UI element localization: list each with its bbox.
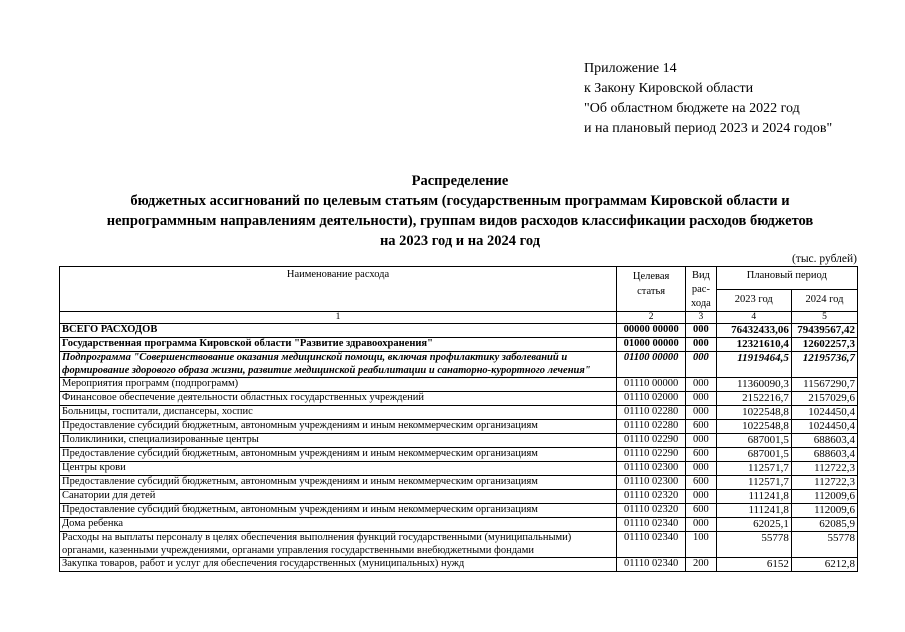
row-kind: 600 [686, 476, 716, 490]
table-row [60, 462, 858, 476]
row-kind: 000 [686, 462, 716, 476]
table-row [60, 532, 858, 558]
row-kind: 000 [686, 352, 716, 378]
row-value-2024: 62085,9 [791, 518, 857, 532]
header-code [617, 267, 686, 312]
appendix-line: Приложение 14 [584, 61, 677, 76]
title-line: непрограммным направлениям деятельности), группам видов расходов классификации расходов бюджетов [106, 213, 814, 229]
row-value-2024: 1024450,4 [791, 420, 857, 434]
row-value-2024: 688603,4 [791, 448, 857, 462]
table-row [60, 434, 858, 448]
table-row [60, 518, 858, 532]
row-kind: 600 [686, 448, 716, 462]
row-kind: 000 [686, 518, 716, 532]
index-row [60, 312, 858, 324]
row-value-2023: 112571,7 [716, 476, 791, 490]
title-line: на 2023 год и на 2024 год [379, 233, 541, 249]
title-line: Распределение [411, 173, 509, 189]
row-name: Предоставление субсидий бюджетным, автономным учреждениям и иным некоммерческим организациям [60, 448, 617, 462]
index-cell: 2 [617, 312, 686, 324]
row-value-2023: 687001,5 [716, 434, 791, 448]
row-name: Предоставление субсидий бюджетным, автономным учреждениям и иным некоммерческим организациям [60, 476, 617, 490]
row-name: Предоставление субсидий бюджетным, автономным учреждениям и иным некоммерческим организациям [60, 504, 617, 518]
table-row [60, 352, 858, 378]
appendix-line: к Закону Кировской области [584, 81, 754, 96]
appendix-line: и на плановый период 2023 и 2024 годов" [584, 121, 833, 136]
row-kind: 600 [686, 420, 716, 434]
row-name: Расходы на выплаты персоналу в целях обеспечения выполнения функций государственными (муниципальными) органами, казенными учреждениями, органами управления государственными внебюджетными фондами [60, 532, 617, 558]
appendix-line: "Об областном бюджете на 2022 год [584, 101, 800, 116]
row-code: 01110 02320 [617, 490, 686, 504]
header-code-line: Целевая [632, 271, 670, 282]
row-name: Подпрограмма "Совершенствование оказания медицинской помощи, включая профилактику заболеваний и формирование здорового образа жизни, развитие медицинской реабилитации и санаторно-курортного лечения" [60, 352, 617, 378]
row-value-2024: 112722,3 [791, 476, 857, 490]
row-code: 01110 00000 [617, 378, 686, 392]
row-value-2024: 112722,3 [791, 462, 857, 476]
row-value-2024: 79439567,42 [791, 324, 857, 338]
row-kind: 000 [686, 338, 716, 352]
row-value-2024: 12602257,3 [791, 338, 857, 352]
row-name: Предоставление субсидий бюджетным, автономным учреждениям и иным некоммерческим организациям [60, 420, 617, 434]
row-value-2024: 6212,8 [791, 558, 857, 572]
row-code: 01110 02340 [617, 518, 686, 532]
row-code: 01110 02340 [617, 558, 686, 572]
row-code: 01110 02320 [617, 504, 686, 518]
row-name: Больницы, госпитали, диспансеры, хоспис [60, 406, 617, 420]
row-name: Поликлиники, специализированные центры [60, 434, 617, 448]
row-value-2023: 62025,1 [716, 518, 791, 532]
table-row [60, 406, 858, 420]
index-cell: 4 [716, 312, 791, 324]
row-code: 01100 00000 [617, 352, 686, 378]
table-row [60, 448, 858, 462]
row-code: 01110 02300 [617, 462, 686, 476]
row-kind: 100 [686, 532, 716, 558]
document-title [60, 171, 860, 251]
table-row [60, 504, 858, 518]
row-value-2023: 11360090,3 [716, 378, 791, 392]
row-code: 01110 02300 [617, 476, 686, 490]
row-value-2023: 6152 [716, 558, 791, 572]
units-label: (тыс. рублей) [791, 253, 857, 265]
row-value-2023: 111241,8 [716, 490, 791, 504]
row-code: 00000 00000 [617, 324, 686, 338]
row-value-2024: 11567290,7 [791, 378, 857, 392]
appendix-note [584, 59, 832, 139]
row-value-2024: 1024450,4 [791, 406, 857, 420]
header-kind-line: хода [691, 298, 711, 309]
row-value-2024: 55778 [791, 532, 857, 558]
row-code: 01110 02000 [617, 392, 686, 406]
row-name: Государственная программа Кировской области "Развитие здравоохранения" [60, 338, 617, 352]
budget-table [59, 266, 858, 572]
row-name: Мероприятия программ (подпрограмм) [60, 378, 617, 392]
header-code-line: статья [637, 286, 666, 297]
row-kind: 600 [686, 504, 716, 518]
row-kind: 000 [686, 434, 716, 448]
row-kind: 000 [686, 324, 716, 338]
row-value-2023: 12321610,4 [716, 338, 791, 352]
row-value-2024: 112009,6 [791, 504, 857, 518]
table-row [60, 476, 858, 490]
index-cell: 5 [791, 312, 857, 324]
row-name: Финансовое обеспечение деятельности областных государственных учреждений [60, 392, 617, 406]
row-kind: 000 [686, 378, 716, 392]
title-line: бюджетных ассигнований по целевым статьям (государственным программам Кировской области и [130, 193, 790, 209]
row-value-2023: 55778 [716, 532, 791, 558]
table-row [60, 378, 858, 392]
table-body [60, 324, 858, 572]
table-row [60, 392, 858, 406]
row-code: 01110 02280 [617, 406, 686, 420]
row-name: Санатории для детей [60, 490, 617, 504]
row-name: Центры крови [60, 462, 617, 476]
row-value-2024: 688603,4 [791, 434, 857, 448]
header-kind [686, 267, 716, 312]
header-kind-line: Вид [691, 270, 710, 281]
header-2024: 2024 год [791, 289, 857, 312]
row-value-2024: 112009,6 [791, 490, 857, 504]
row-value-2023: 112571,7 [716, 462, 791, 476]
row-value-2023: 76432433,06 [716, 324, 791, 338]
row-kind: 000 [686, 392, 716, 406]
row-code: 01110 02290 [617, 448, 686, 462]
index-cell: 3 [686, 312, 716, 324]
row-code: 01110 02280 [617, 420, 686, 434]
header-period: Плановый период [716, 267, 857, 290]
header-2023: 2023 год [716, 289, 791, 312]
table-row [60, 420, 858, 434]
row-name: Закупка товаров, работ и услуг для обеспечения государственных (муниципальных) нужд [60, 558, 617, 572]
row-kind: 200 [686, 558, 716, 572]
row-name: Дома ребенка [60, 518, 617, 532]
row-value-2024: 12195736,7 [791, 352, 857, 378]
row-code: 01000 00000 [617, 338, 686, 352]
row-value-2023: 111241,8 [716, 504, 791, 518]
index-cell: 1 [60, 312, 617, 324]
table-row [60, 324, 858, 338]
table-row [60, 338, 858, 352]
row-value-2023: 687001,5 [716, 448, 791, 462]
table-row [60, 558, 858, 572]
row-kind: 000 [686, 406, 716, 420]
header-kind-line: рас- [691, 284, 710, 295]
row-code: 01110 02290 [617, 434, 686, 448]
header-name: Наименование расхода [60, 267, 617, 312]
table-row [60, 490, 858, 504]
row-name: ВСЕГО РАСХОДОВ [60, 324, 617, 338]
row-value-2023: 11919464,5 [716, 352, 791, 378]
row-value-2023: 1022548,8 [716, 420, 791, 434]
row-code: 01110 02340 [617, 532, 686, 558]
row-value-2023: 1022548,8 [716, 406, 791, 420]
row-value-2023: 2152216,7 [716, 392, 791, 406]
row-value-2024: 2157029,6 [791, 392, 857, 406]
row-kind: 000 [686, 490, 716, 504]
